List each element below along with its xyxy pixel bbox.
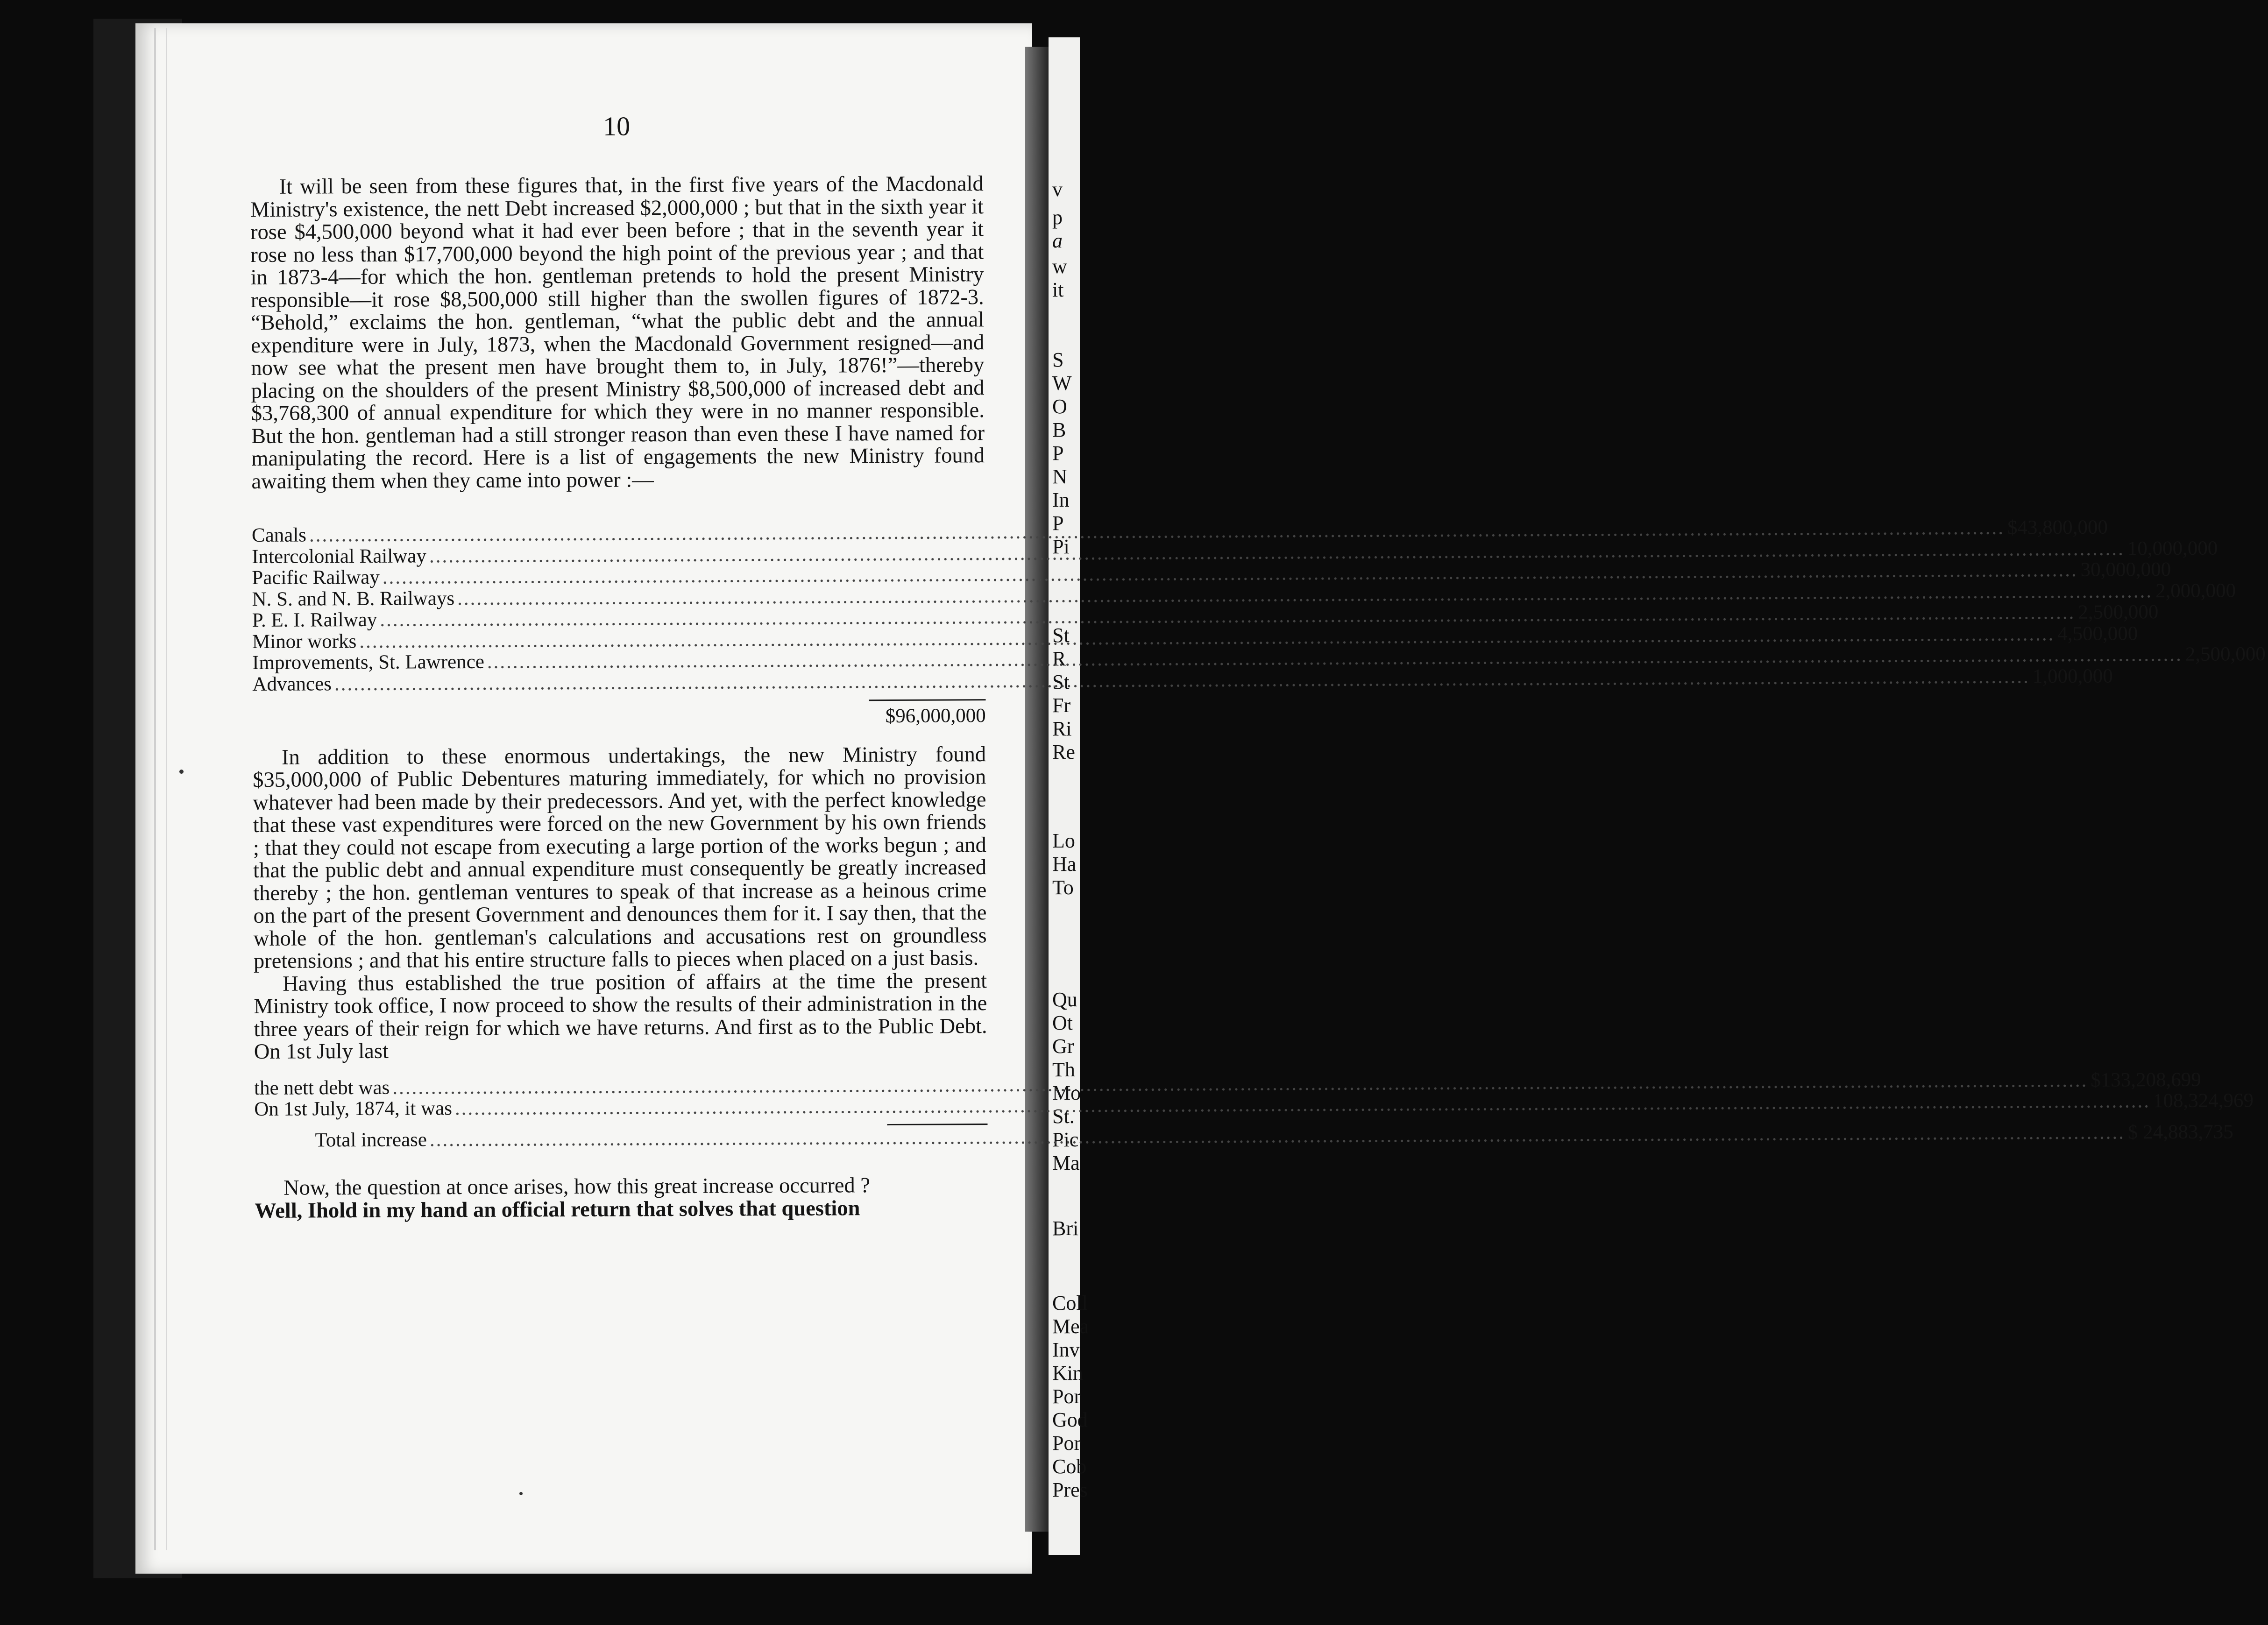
facing-fragment: w <box>1052 255 1067 278</box>
facing-fragment: St. <box>1052 1105 1075 1128</box>
facing-fragment: St <box>1052 671 1070 693</box>
table-row <box>252 579 2236 610</box>
row-amount: 2,500,000 <box>2078 601 2159 623</box>
facing-fragment: R <box>1052 647 1066 670</box>
engagements-total: $96,000,000 <box>885 705 986 728</box>
row-amount: 10,000,000 <box>2127 537 2218 559</box>
facing-fragment: Cob <box>1052 1455 1087 1478</box>
row-amount: $43,800,000 <box>2007 516 2108 539</box>
row-amount: $ 24,883,735 <box>2127 1120 2233 1143</box>
facing-fragment: Pi <box>1052 535 1070 558</box>
row-label: On 1st July, 1874, it was <box>254 1097 453 1120</box>
paragraph: Well, Ihold in my hand an official return that solves that question <box>255 1196 860 1223</box>
row-label: Total increase <box>315 1128 427 1151</box>
facing-fragment: Por <box>1052 1432 1081 1455</box>
facing-fragment: B <box>1052 418 1066 441</box>
facing-fragment: Inv <box>1052 1338 1080 1361</box>
row-label: Improvements, St. Lawrence <box>252 650 484 674</box>
facing-fragment: Ha <box>1052 853 1077 876</box>
facing-fragment: Re <box>1052 741 1075 763</box>
table-row <box>252 601 2159 631</box>
print-speck <box>519 1492 523 1495</box>
facing-fragment: To <box>1052 876 1074 899</box>
sum-rule <box>887 1123 987 1125</box>
facing-fragment: S <box>1052 348 1064 371</box>
page-edge <box>154 28 156 1550</box>
facing-fragment: Coll <box>1052 1292 1088 1314</box>
paragraph: In addition to these enormous undertakings, the new Ministry found $35,000,000 of Public Debentures maturing immediately, for which no provision whatever had been made by their predecessors. And yet, with the perfect knowledge that these vast expenditures were forced on the new Government by his own friends ; that they could not escape from executing a large portion of the works begun ; and that the public debt and annual expenditure must consequently be greatly increased thereby ; the hon. gentleman ventures to speak of that increase as a heinous crime on the part of the present Government and denounces them for it. I say then, that the whole of the hon. gentleman's calculations and accusations rest on groundless pretensions ; and that his entire structure falls to pieces when placed on a just basis. <box>253 742 987 973</box>
facing-fragment: W <box>1052 372 1072 395</box>
facing-fragment: Mea <box>1052 1315 1089 1338</box>
paragraph: It will be seen from these figures that, in the first five years of the Macdonald Ministry's existence, the nett Debt increased $2,000,000 ; but that in the sixth year it rose $4,500,000 beyond what it had ever been before ; that in the seventh year it rose no less than $17,700,000 beyond the high point of the previous year ; and that in 1873-4—for which the hon. gentleman pretends to hold the present Ministry responsible—it rose $8,500,000 still higher than the swollen figures of 1872-3. “Behold,” exclaims the hon. gentleman, “what the public debt and the annual expenditure were in July, 1873, when the Macdonald Government resigned—and now see what the present men have brought them to, in July, 1876!”—thereby placing on the shoulders of the present Ministry $8,500,000 of increased debt and $3,768,300 of annual expenditure for which they were in no manner responsible. But the hon. gentleman had a still stronger reason than even these I have named for manipulating the record. Here is a list of engagements the new Ministry found awaiting them when they came into power :— <box>250 172 985 494</box>
row-label: the nett debt was <box>254 1076 390 1099</box>
facing-fragment: St <box>1052 624 1070 647</box>
row-amount: 1,000,000 <box>2032 665 2113 687</box>
facing-fragment: N <box>1052 465 1067 488</box>
facing-fragment: Ri <box>1052 717 1072 740</box>
facing-fragment: Bri <box>1052 1217 1079 1240</box>
facing-fragment: Ma <box>1052 1152 1080 1174</box>
facing-fragment: Mo <box>1052 1081 1081 1104</box>
facing-fragment: P <box>1052 442 1064 465</box>
dot-leader <box>430 1122 2125 1150</box>
sum-rule <box>869 699 986 701</box>
facing-fragment: Lo <box>1052 829 1075 852</box>
paragraph: Having thus established the true position of affairs at the time the present Ministry took office, I now proceed to show the results of their administration in the three years of their reign for which we have returns. And first as to the Public Debt. On 1st July last <box>254 968 987 1064</box>
print-speck <box>179 770 184 774</box>
row-label: Minor works <box>252 630 357 653</box>
facing-fragment: Kin <box>1052 1362 1083 1385</box>
row-amount: 2,500,000 <box>2185 643 2266 665</box>
row-label: Pacific Railway <box>252 566 380 589</box>
facing-fragment: Por <box>1052 1385 1081 1408</box>
row-amount: 2,000,000 <box>2155 579 2236 602</box>
table-row <box>251 516 2108 546</box>
row-amount: 108,324,969 <box>2153 1089 2254 1112</box>
facing-fragment: Ot <box>1052 1011 1073 1034</box>
row-label: P. E. I. Railway <box>252 608 377 631</box>
facing-fragment: Gr <box>1052 1035 1074 1058</box>
facing-fragment: it <box>1052 278 1064 301</box>
facing-fragment: Fr <box>1052 694 1071 717</box>
table-row <box>252 558 2171 589</box>
row-label: Advances <box>252 672 332 695</box>
facing-fragment: v <box>1052 178 1063 201</box>
row-amount: 30,000,000 <box>2080 558 2171 581</box>
facing-fragment: P <box>1052 512 1064 535</box>
row-label: N. S. and N. B. Railways <box>252 587 455 610</box>
paragraph: Now, the question at once arises, how this great increase occurred ? <box>283 1173 871 1200</box>
facing-fragment: Pic <box>1052 1128 1079 1151</box>
row-amount: $133,208,699 <box>2091 1068 2201 1091</box>
facing-fragment: Qu <box>1052 988 1077 1011</box>
row-label: Intercolonial Railway <box>252 544 426 568</box>
page-number: 10 <box>602 111 631 141</box>
facing-fragment: Pres <box>1052 1478 1088 1501</box>
facing-fragment: Th <box>1052 1058 1075 1081</box>
table-row <box>252 643 2266 674</box>
facing-fragment: In <box>1052 488 1070 511</box>
facing-fragment: p <box>1052 206 1063 229</box>
facing-page <box>1049 37 1089 1555</box>
facing-fragment: O <box>1052 395 1067 418</box>
row-label: Canals <box>251 524 307 546</box>
facing-fragment: God <box>1052 1408 1088 1431</box>
row-amount: 4,500,000 <box>2057 622 2138 645</box>
binding-gutter <box>1025 47 1051 1532</box>
page-edge <box>166 28 167 1550</box>
facing-fragment: a <box>1052 229 1063 252</box>
